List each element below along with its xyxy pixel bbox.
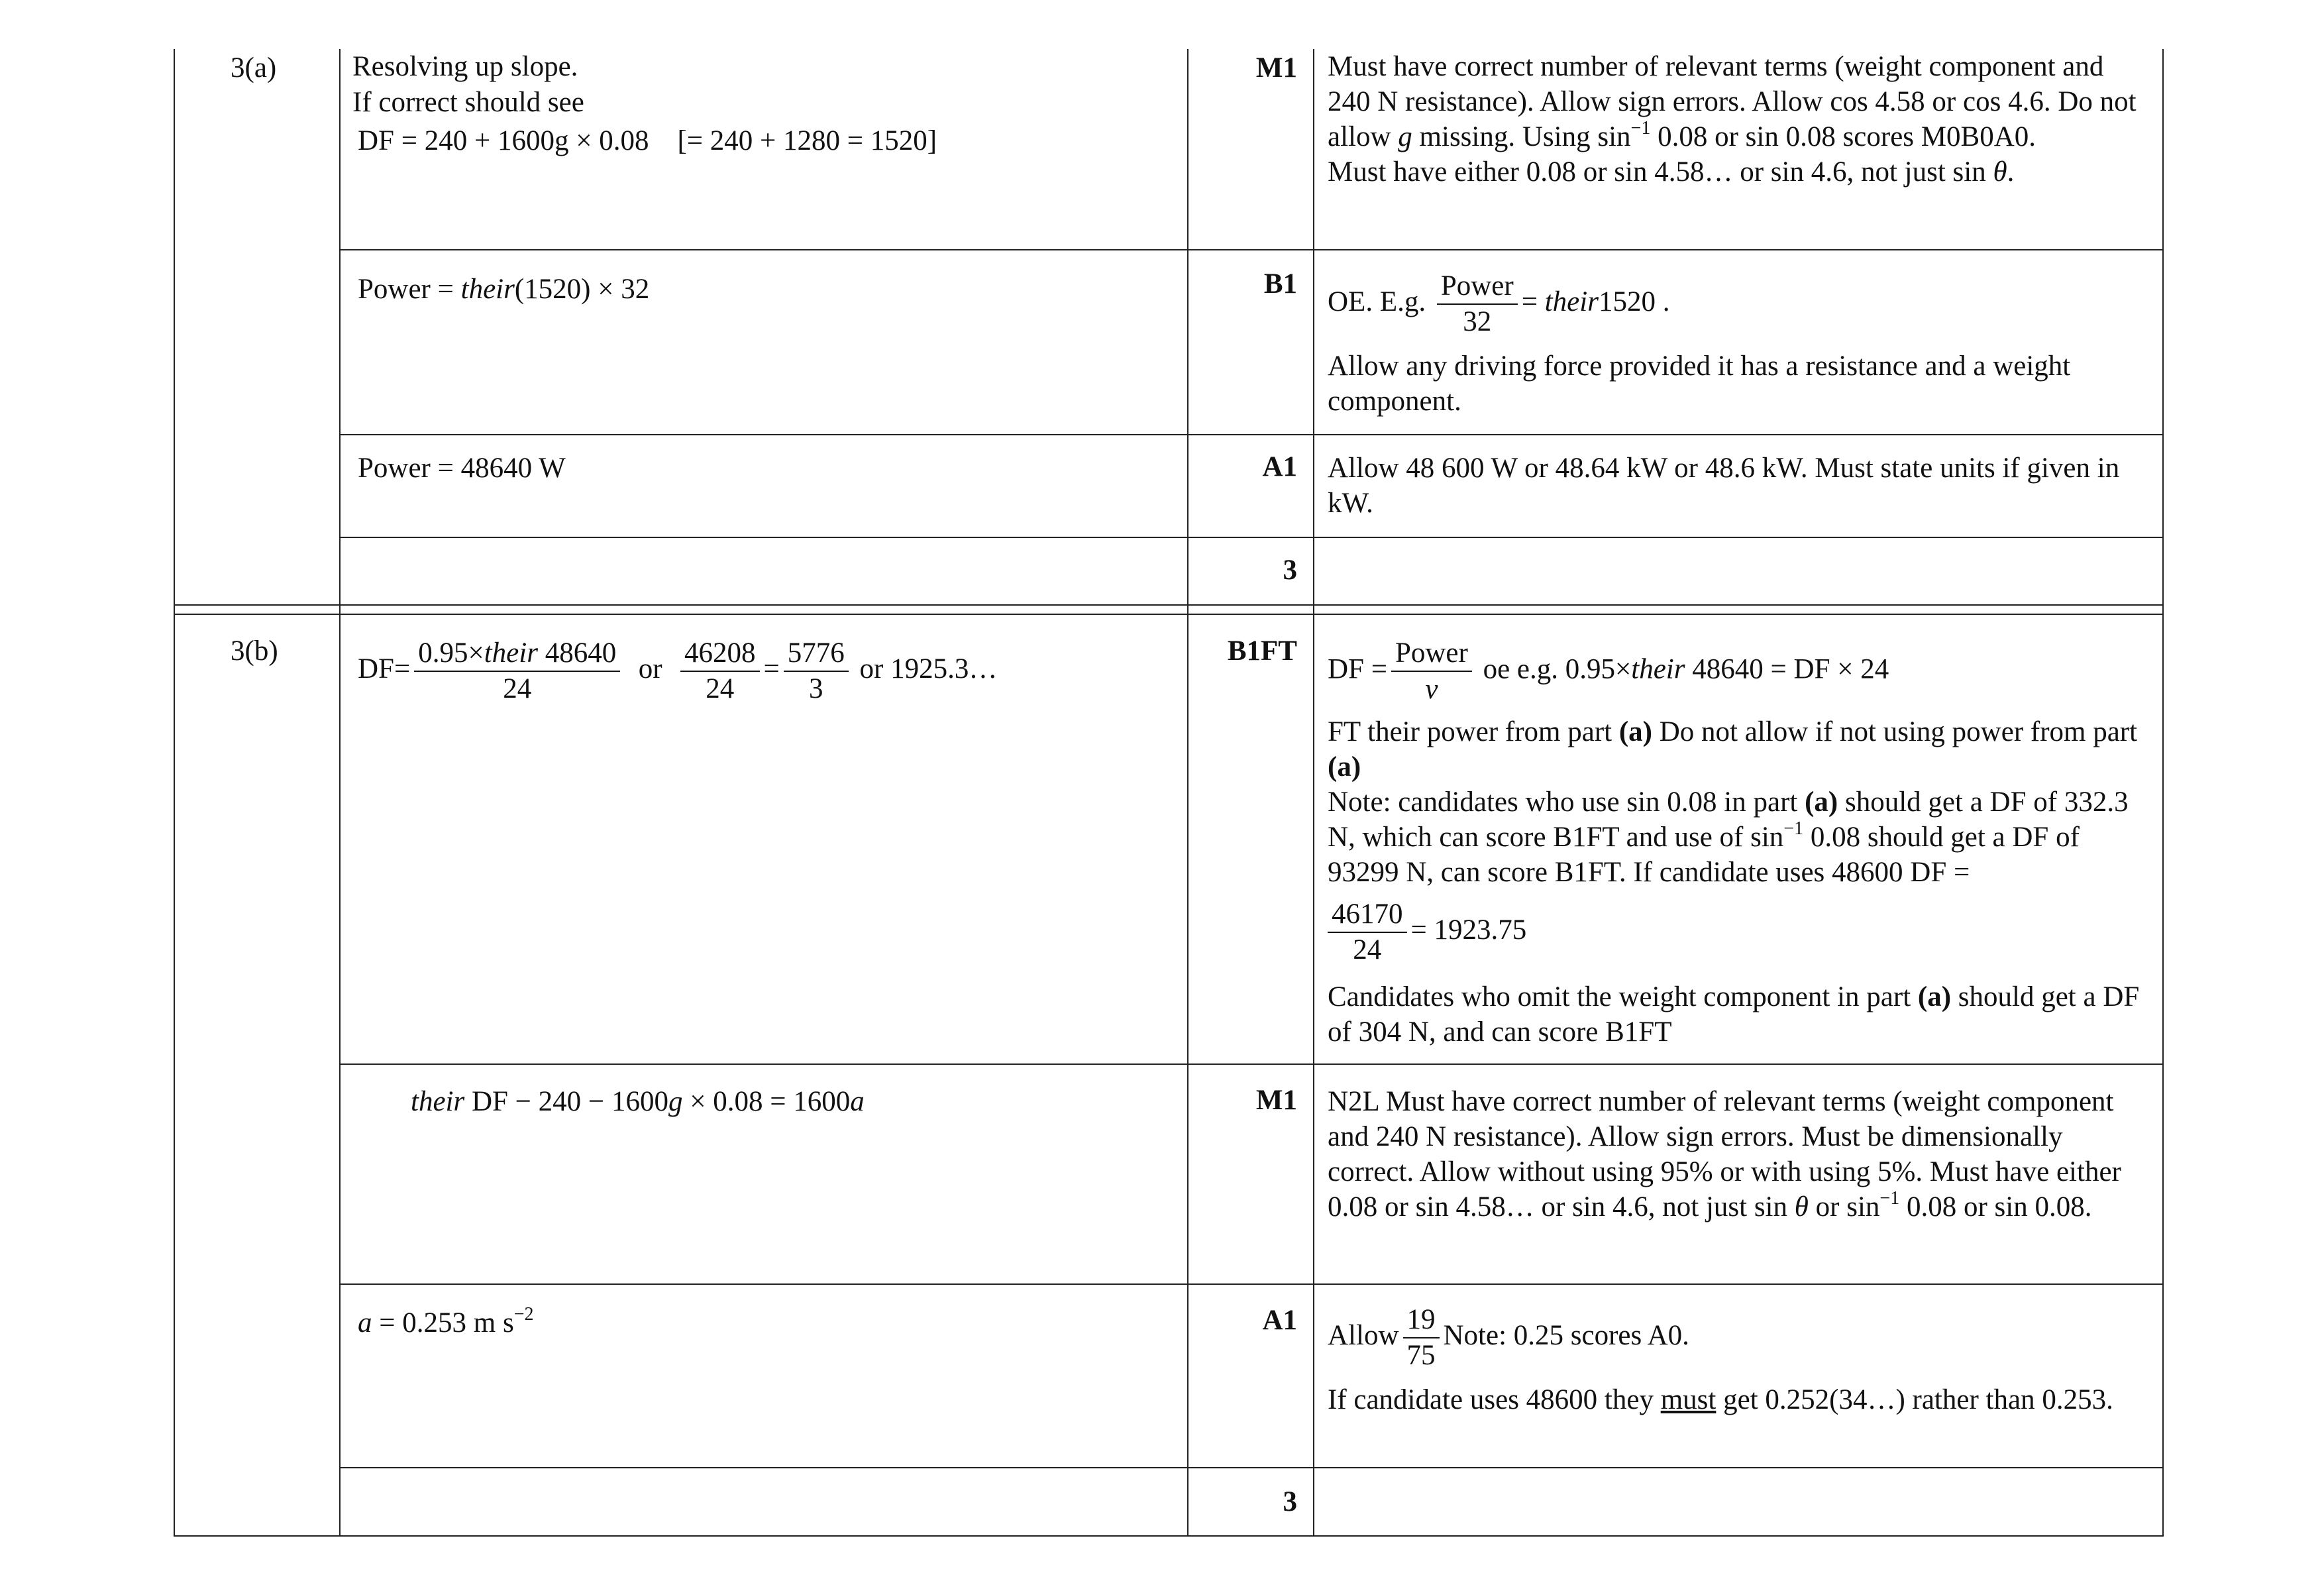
guidance-equation: OE. E.g. $\frac{\text{Power}}{32}$ = their1520 . — [1328, 269, 1669, 339]
mark-code: B1FT — [1227, 635, 1297, 667]
guidance-text: If candidate uses 48600 they must get 0.252(34…) rather than 0.253. — [1328, 1384, 2113, 1415]
guidance-text: Allow any driving force provided it has a resistance and a weight component. — [1328, 351, 2071, 417]
mark-code: M1 — [1255, 1085, 1297, 1116]
rule — [174, 1535, 2164, 1537]
guidance-equation: DF = $\frac{\text{Power}}{v}$ oe e.g. 0.95×their 48640 = DF × 24 — [1328, 636, 1889, 707]
question-number: 3(b) — [231, 635, 278, 667]
total-marks: 3 — [1283, 1486, 1297, 1517]
rule — [339, 249, 2164, 250]
answer-line: If correct should see — [352, 87, 584, 118]
rule — [339, 1467, 2164, 1468]
rule — [2162, 49, 2164, 1537]
mark-code: M1 — [1255, 52, 1297, 83]
guidance-text: N2L Must have correct number of relevant terms (weight component and 240 N resistance). Allow sign errors. Must be dimensionally correct. Allow without using 95% or with using 5%. Must have either 0.08 or sin 4.58… or sin 4.6, not just sin θ or $\sin^{-1} 0.08$ or sin 0.08. — [1328, 1086, 2121, 1223]
rule — [339, 537, 2164, 538]
rule — [1313, 49, 1314, 1537]
answer-line: Resolving up slope. — [352, 51, 578, 82]
rule — [174, 614, 2164, 615]
guidance-text: FT their power from part (a) Do not allow if not using power from part (a) Note: candidates who use sin 0.08 in part (a) should get a DF of 332.3 N, which can score B1FT and use of $\sin^{-1} 0.08$ should get a DF of 93299 N, can score B1FT. If candidate uses 48600 DF = — [1328, 716, 2138, 888]
fraction: $\frac{5776}{3}$ — [784, 636, 849, 706]
fraction: $\frac{46170}{24}$ — [1328, 897, 1407, 967]
mark-code: B1 — [1263, 268, 1297, 300]
guidance-text: Allow 48 600 W or 48.64 kW or 48.6 kW. Must state units if given in kW. — [1328, 453, 2120, 519]
answer-equation: Power = 48640 W — [358, 453, 566, 484]
fraction: $\frac{\text{Power}}{32}$ — [1437, 269, 1518, 339]
fraction: $\frac{\text{0.95×their 48640}}{24}$ — [414, 636, 620, 706]
question-number: 3(a) — [231, 52, 277, 83]
fraction: $\frac{\text{Power}}{v}$ — [1391, 636, 1472, 707]
fraction: $\frac{19}{75}$ — [1403, 1303, 1440, 1373]
guidance-equation: $\frac{46170}{24}$ = 1923.75 — [1328, 897, 1526, 967]
answer-equation: DF= $\frac{\text{0.95×their 48640}}{24}$ or $\frac{46208}{24}$ = $\frac{5776}{3}$ or 1925.3… — [358, 636, 997, 706]
rule — [339, 1063, 2164, 1065]
rule — [174, 604, 2164, 606]
guidance-text: Must have correct number of relevant terms (weight component and 240 N resistance). Allow sign errors. Allow cos 4.58 or cos 4.6. Do not allow g missing. Using $\sin^{-1} 0.08$ or sin 0.08 scores M0B0A0. Must have either 0.08 or sin 4.58… or sin 4.6, not just sin θ. — [1328, 51, 2137, 188]
rule — [339, 1283, 2164, 1285]
answer-equation: Power = their(1520) × 32 — [358, 274, 650, 305]
rule — [174, 49, 175, 1537]
guidance-equation: Allow $\frac{19}{75}$ Note: 0.25 scores A0. — [1328, 1303, 1689, 1373]
fraction: $\frac{46208}{24}$ — [680, 636, 760, 706]
mark-code: A1 — [1262, 451, 1297, 482]
rule — [339, 49, 341, 1537]
rule — [339, 434, 2164, 435]
answer-equation: their DF − 240 − 1600g × 0.08 = 1600a — [411, 1086, 865, 1117]
guidance-text: Candidates who omit the weight component in part (a) should get a DF of 304 N, and can score B1FT — [1328, 981, 2140, 1048]
total-marks: 3 — [1283, 555, 1297, 586]
answer-equation: DF = 240 + 1600g × 0.08 [= 240 + 1280 = 1520] — [358, 125, 937, 156]
mark-code: A1 — [1262, 1305, 1297, 1336]
answer-equation: a = 0.253 m $s^{-2}$ — [358, 1304, 534, 1338]
